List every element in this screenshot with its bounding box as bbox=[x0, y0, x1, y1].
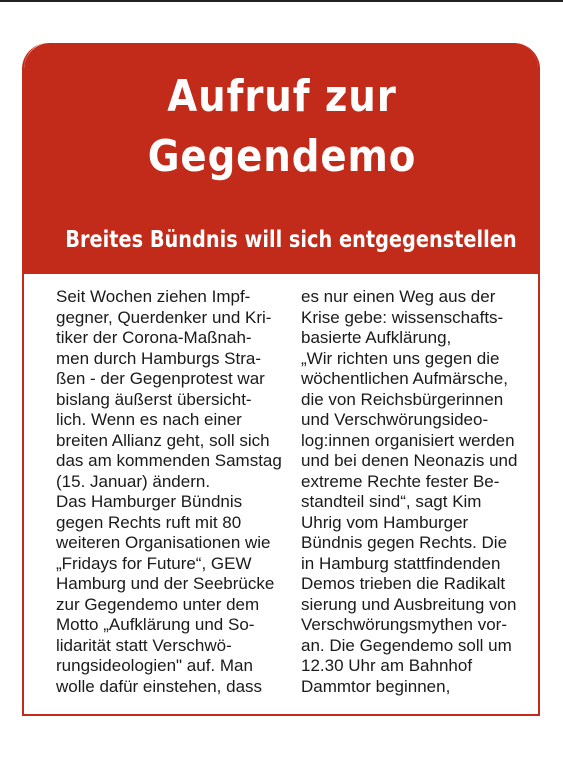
body-text-line: ßen - der Gegenprotest war bbox=[56, 369, 265, 388]
body-text-line: lich. Wenn es nach einer bbox=[56, 410, 242, 429]
body-text-line: lidarität statt Verschwö- bbox=[56, 635, 232, 655]
body-text-line: an. Die Gegendemo soll um bbox=[301, 635, 512, 655]
body-text-line: in Hamburg stattfindenden bbox=[301, 553, 501, 573]
subheadline: Breites Bündnis will sich entgegenstellen bbox=[65, 227, 517, 253]
body-text-line: Demos trieben die Radikalt bbox=[301, 574, 506, 593]
body-text-line: wöchentlichen Aufmärsche, bbox=[301, 369, 508, 388]
body-text-line: bislang äußerst übersicht- bbox=[56, 389, 252, 409]
body-text-line: Krise gebe: wissenschafts- bbox=[301, 307, 504, 327]
body-text-line: Das Hamburger Bündnis bbox=[56, 492, 243, 511]
body-text-line: Hamburg und der Seebrücke bbox=[56, 574, 275, 593]
headline-line-2: Gegendemo bbox=[147, 131, 417, 182]
headline bbox=[55, 67, 509, 187]
body-text-line: und Verschwörungsideo- bbox=[301, 410, 489, 429]
body-column-left bbox=[56, 287, 282, 697]
body-text-line: Bündnis gegen Rechts. Die bbox=[301, 533, 508, 552]
body-text-line: rungsideologien" auf. Man bbox=[56, 656, 253, 675]
article-card bbox=[22, 43, 540, 716]
body-text-line: Uhrig vom Hamburger bbox=[301, 512, 469, 532]
body-text-line: basierte Aufklärung, bbox=[301, 328, 452, 347]
headline-line-1: Aufruf zur bbox=[167, 71, 397, 122]
body-text-line: extreme Rechte fester Be- bbox=[301, 471, 500, 491]
body-text-line: sierung und Ausbreitung von bbox=[301, 594, 517, 614]
body-text-line: gegen Rechts ruft mit 80 bbox=[56, 512, 242, 532]
body-text-line: Dammtor beginnen, bbox=[301, 676, 451, 696]
body-text-line: Motto „Aufklärung und So- bbox=[56, 615, 255, 634]
body-text-line: das am kommenden Samstag bbox=[56, 451, 282, 470]
body-text-line: und bei denen Neonazis und bbox=[301, 451, 518, 470]
body-text-line: wolle dafür einstehen, dass bbox=[56, 676, 263, 696]
article-header bbox=[24, 43, 540, 274]
body-text-line: gegner, Querdenker und Kri- bbox=[56, 307, 272, 327]
body-text-line: (15. Januar) ändern. bbox=[56, 471, 211, 491]
body-column-right bbox=[301, 287, 527, 697]
body-text-line: Verschwörungsmythen vor- bbox=[301, 615, 507, 634]
body-text-line: weiteren Organisationen wie bbox=[56, 533, 271, 552]
top-rule bbox=[0, 0, 563, 2]
body-text-line: log:innen organisiert werden bbox=[301, 430, 515, 450]
body-text-line: standteil sind“, sagt Kim bbox=[301, 492, 482, 511]
body-text-line: die von Reichsbürgerinnen bbox=[301, 389, 504, 409]
body-text-line: men durch Hamburgs Stra- bbox=[56, 348, 262, 368]
body-text-line: „Wir richten uns gegen die bbox=[301, 348, 500, 368]
body-text-line: es nur einen Weg aus der bbox=[301, 287, 496, 306]
body-text-line: breiten Allianz geht, soll sich bbox=[56, 430, 270, 450]
body-text-line: Seit Wochen ziehen Impf- bbox=[56, 287, 251, 306]
body-text-line: „Fridays for Future“, GEW bbox=[56, 553, 252, 573]
body-text-line: tiker der Corona-Maßnah- bbox=[56, 328, 252, 347]
body-text-line: zur Gegendemo unter dem bbox=[56, 594, 260, 614]
body-text-line: 12.30 Uhr am Bahnhof bbox=[301, 656, 473, 675]
